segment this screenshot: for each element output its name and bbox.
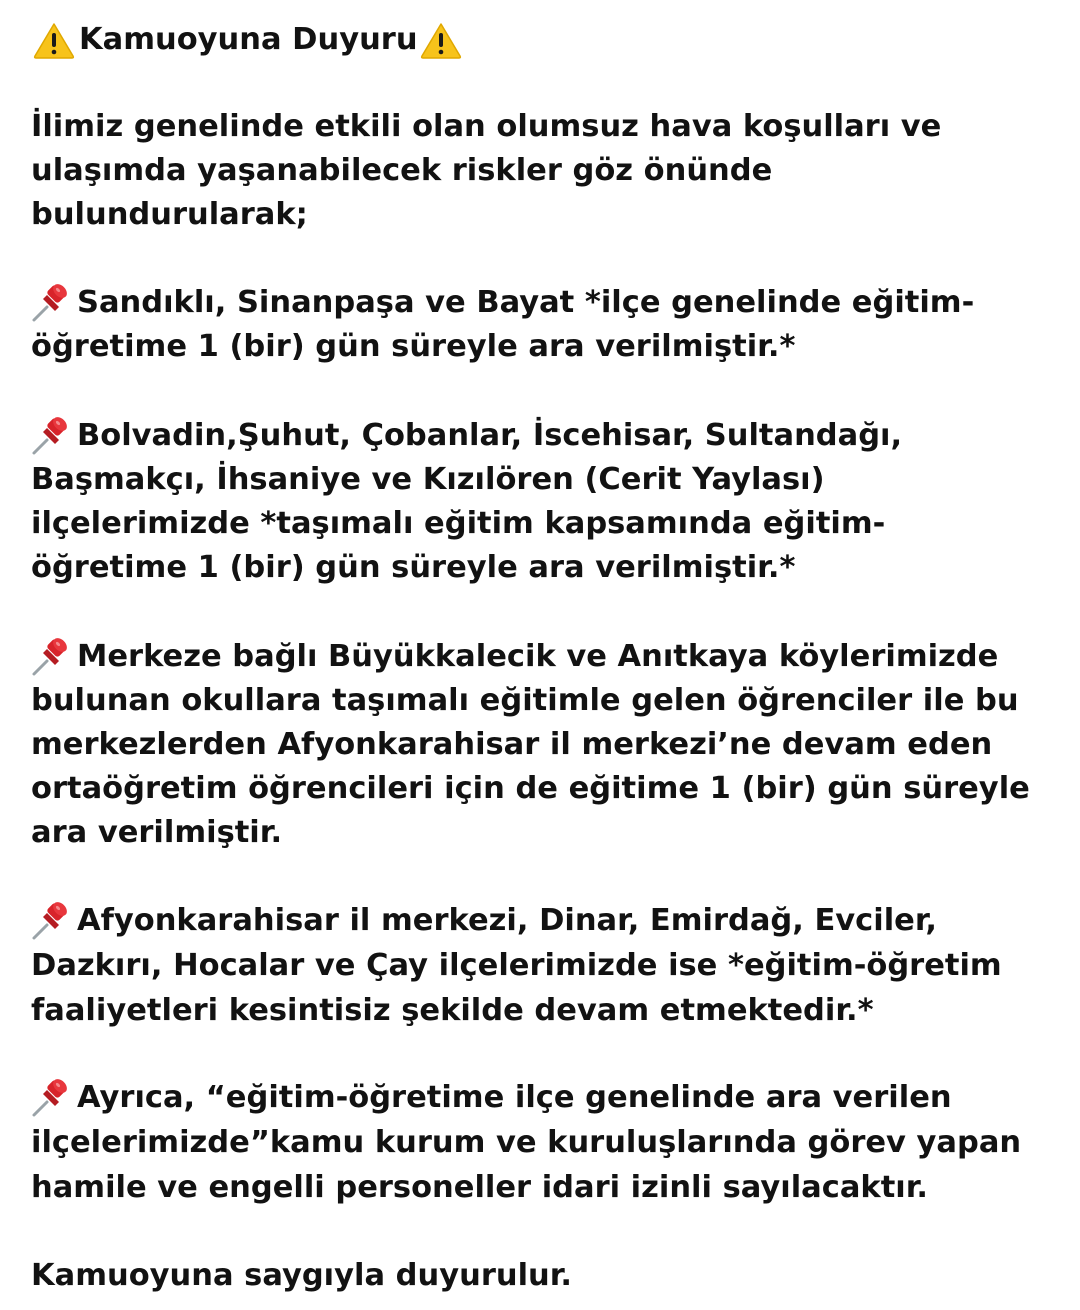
text-line: öğretime 1 (bir) gün süreyle ara verilmiştir.* — [31, 329, 796, 364]
text-line: Başmakçı, İhsaniye ve Kızılören (Cerit Yaylası) — [31, 462, 825, 497]
title-text: Kamuoyuna Duyuru — [79, 22, 418, 57]
pushpin-icon — [29, 1076, 73, 1120]
text-line: Merkeze bağlı Büyükkalecik ve Anıtkaya köylerimizde — [31, 635, 998, 679]
text-line: İlimiz genelinde etkili olan olumsuz hava koşulları ve — [31, 109, 942, 144]
text-line: ilçelerimizde *taşımalı eğitim kapsamında eğitim- — [31, 506, 886, 541]
pushpin-icon — [29, 414, 73, 458]
text-line: Sandıklı, Sinanpaşa ve Bayat *ilçe genelinde eğitim- — [31, 281, 974, 325]
warning-icon — [31, 18, 79, 62]
closing-line: Kamuoyuna saygıyla duyurulur. — [31, 1258, 573, 1293]
text-line: bulunan okullara taşımalı eğitimle gelen öğrenciler ile bu — [31, 683, 1019, 718]
text-line: Ayrıca, “eğitim-öğretime ilçe genelinde ara verilen — [31, 1076, 952, 1120]
text-line: ortaöğretim öğrencileri için de eğitime 1 (bir) gün süreyle — [31, 771, 1030, 806]
pushpin-icon — [29, 635, 73, 679]
text-line: Dazkırı, Hocalar ve Çay ilçelerimizde ise *eğitim-öğretim — [31, 948, 1002, 983]
text-line: Afyonkarahisar il merkezi, Dinar, Emirdağ, Evciler, — [31, 899, 937, 943]
text-line: ulaşımda yaşanabilecek riskler göz önünde — [31, 153, 773, 188]
text-line: bulundurularak; — [31, 197, 308, 232]
announcement-title — [31, 18, 466, 62]
text-line: hamile ve engelli personeller idari izinli sayılacaktır. — [31, 1170, 929, 1205]
text-line: Bolvadin,Şuhut, Çobanlar, İscehisar, Sultandağı, — [31, 414, 902, 458]
pushpin-icon — [29, 899, 73, 943]
text-line: faaliyetleri kesintisiz şekilde devam etmektedir.* — [31, 993, 874, 1028]
text-line: ilçelerimizde”kamu kurum ve kuruluşlarında görev yapan — [31, 1125, 1022, 1160]
text-line: merkezlerden Afyonkarahisar il merkezi’ne devam eden — [31, 727, 993, 762]
text-line: ara verilmiştir. — [31, 815, 283, 850]
text-line: öğretime 1 (bir) gün süreyle ara verilmiştir.* — [31, 550, 796, 585]
warning-icon — [418, 18, 466, 62]
pushpin-icon — [29, 281, 73, 325]
